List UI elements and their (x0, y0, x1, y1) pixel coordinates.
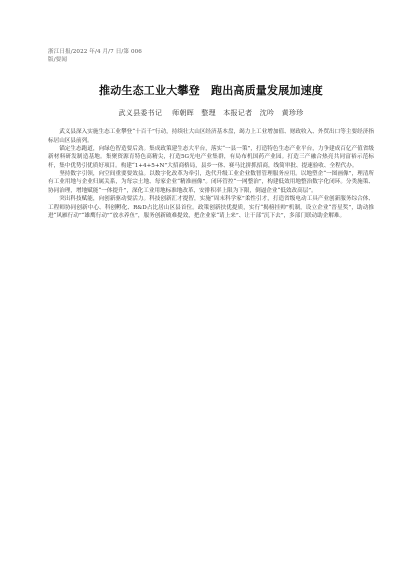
source-line: 浙江日报/2022 年/4 月/7 日/第 006 (48, 49, 142, 55)
section-line: 版/要闻 (48, 57, 68, 64)
paragraph-3: 坚持数字引领，向空间重要要效益。以数字化改革为牵引，迭代升级工业企业数智管理服务应用。以地塑企“一图画像”，理清所有工业用地与企业归属关系，为每宗土地、每家企业“精准画像”。闭环管控“一网整治”，构建低效用地整治数字化闭环。分类施策、协同治理，增地赋能“一体提升”，深化工业用地标准地改革，安排积率上限为下限，倒逼企业“低效改高层”。 (48, 171, 374, 194)
paragraph-4: 突出科技赋能，向创新驱动要活力。科技创新汇才提智，实施“周末科学家”柔性引才，打造省级电动工具产业创新服务综合体、工程师协同创新中心、科创孵化、R&D占比居山区县首位。政策创新扶优提质，实行“揭榜挂帅”机制，设立企业“晋星奖”，助动推进“风雁行动”“雄鹰行动”“放水养鱼”，服务创新破难提效，把企业家“请上来”、让干部“沉下去”，多部门联动助企解难。 (48, 196, 374, 219)
paragraph-2: 锚定生态跑道，向绿色智造要后劲。集成政策建生态大平台，落实“一县一策”，打造特色生态产业平台，力争建成百亿产值省级新材料研发制造基地。集聚资源育特色高精尖，打造5G光电产业集群，有局布机国药产业园。打造三产融合热亮共同富裕示范标杆，集中优势引优质好项目。构建“1+4+5+N”大招商格局，县乡一体、赛马比拼抓招商，线简审批、提速验收、全程代办。 (48, 146, 374, 169)
article-byline: 武义县委书记 师朝晖 整理 本报记者 沈吟 黄珍珍 (118, 109, 304, 118)
source-metadata (48, 48, 374, 64)
article-body (48, 128, 374, 220)
article-title: 推动生态工业大攀登 跑出高质量发展加速度 (99, 84, 323, 98)
paragraph-1: 武义县深入实施生态工业攀登“十百千”行动，持续壮大山区经济基本盘，竭力上工业增加值、财政收入、外贸出口等主要经济指标居山区县前列。 (48, 129, 374, 144)
